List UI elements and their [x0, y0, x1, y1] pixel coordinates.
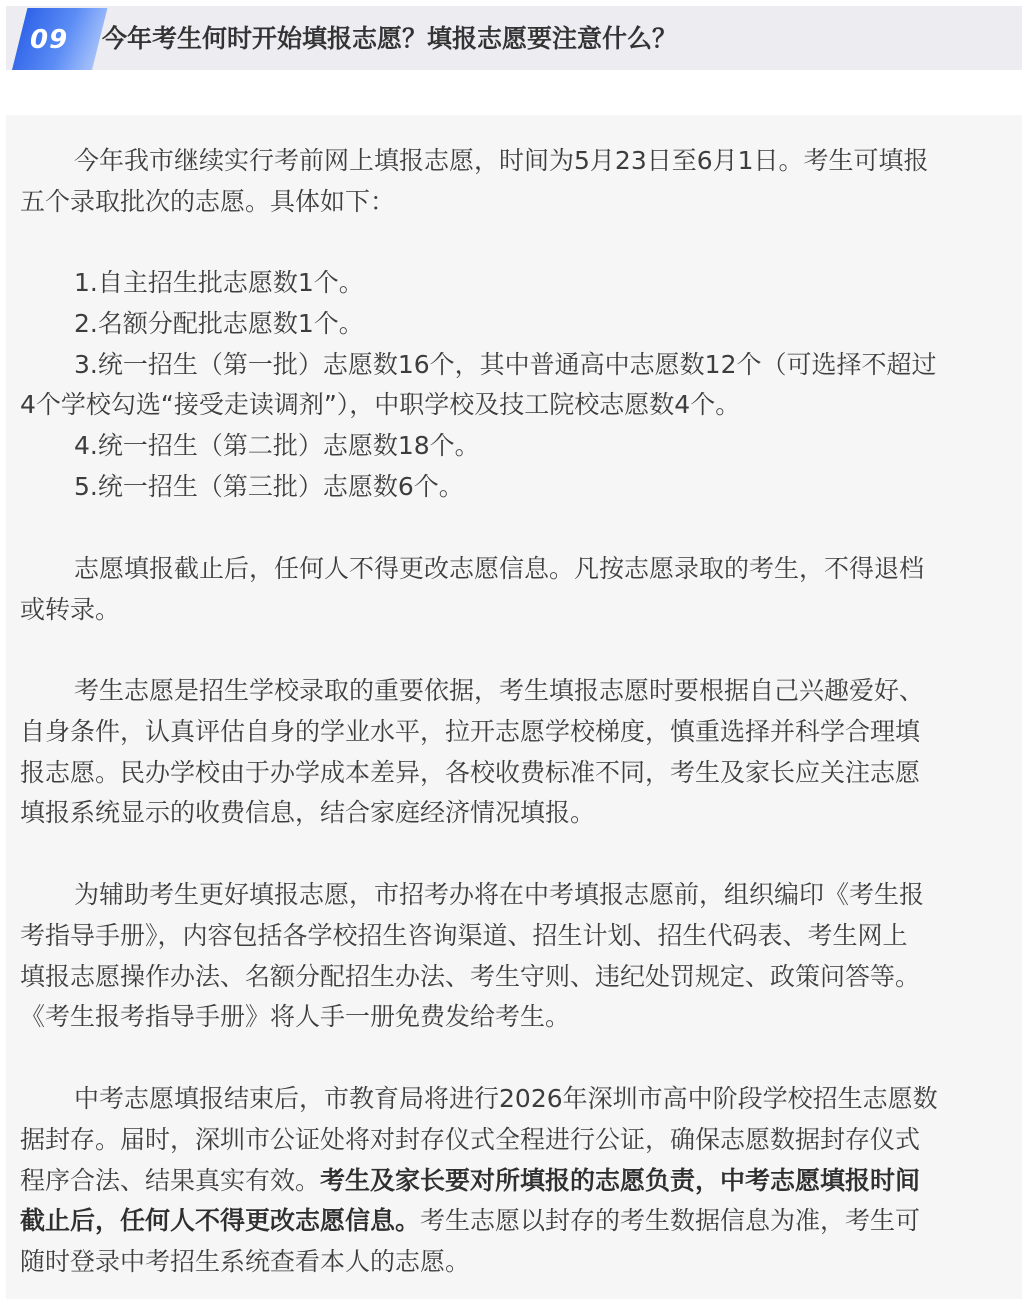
plain-text: 程序合法、结果真实有效。 — [20, 1165, 321, 1195]
section-number: 09 — [30, 25, 69, 55]
emphasis-text: 截止后，任何人不得更改志愿信息。 — [20, 1206, 421, 1236]
paragraph-line: 今年我市继续实行考前网上填报志愿，时间为5月23日至6月1日。考生可填报 — [74, 146, 929, 175]
paragraph-line: 随时登录中考招生系统查看本人的志愿。 — [20, 1247, 471, 1277]
paragraph-line: 自身条件，认真评估自身的学业水平，拉开志愿学校梯度，慎重选择并科学合理填 — [20, 716, 921, 746]
paragraph-line — [20, 1201, 1010, 1242]
list-item: 5.统一招生（第三批）志愿数6个。 — [74, 471, 464, 501]
volunteer-batch-list — [20, 263, 1010, 508]
list-item: 2.名额分配批志愿数1个。 — [74, 308, 364, 338]
paragraph-line: 志愿填报截止后，任何人不得更改志愿信息。凡按志愿录取的考生，不得退档 — [74, 554, 925, 583]
paragraph-line: 据封存。届时，深圳市公证处将对封存仪式全程进行公证，确保志愿数据封存仪式 — [20, 1124, 921, 1154]
paragraph-line: 填报志愿操作办法、名额分配招生办法、考生守则、违纪处罚规定、政策问答等。 — [20, 961, 921, 991]
paragraph-line: 报志愿。民办学校由于办学成本差异，各校收费标准不同，考生及家长应关注志愿 — [20, 757, 921, 787]
paragraph-line: 考指导手册》，内容包括各学校招生咨询渠道、招生计划、招生代码表、考生网上 — [20, 920, 908, 950]
paragraph-guide-handbook — [20, 875, 1010, 1038]
list-item: 3.统一招生（第一批）志愿数16个，其中普通高中志愿数12个（可选择不超过 — [74, 349, 937, 379]
emphasis-text: 考生及家长要对所填报的志愿负责，中考志愿填报时间 — [320, 1165, 921, 1195]
paragraph-no-change-rule — [20, 549, 1010, 631]
paragraph-line: 为辅助考生更好填报志愿，市招考办将在中考填报志愿前，组织编印《考生报 — [74, 880, 925, 909]
list-item-continuation: 4个学校勾选“接受走读调剂”），中职学校及技工院校志愿数4个。 — [20, 390, 741, 420]
paragraph-registration-time — [20, 141, 1010, 223]
paragraph-line: 《考生报考指导手册》将人手一册免费发给考生。 — [20, 1002, 571, 1032]
plain-text: 考生志愿以封存的考生数据信息为准，考生可 — [420, 1206, 921, 1236]
paragraph-line: 中考志愿填报结束后，市教育局将进行2026年深圳市高中阶段学校招生志愿数 — [74, 1084, 938, 1113]
paragraph-volunteer-importance — [20, 671, 1010, 834]
paragraph-line: 或转录。 — [20, 594, 121, 624]
section-title: 今年考生何时开始填报志愿？填报志愿要注意什么？ — [102, 24, 678, 53]
paragraph-line: 考生志愿是招生学校录取的重要依据，考生填报志愿时要根据自己兴趣爱好、 — [74, 676, 925, 705]
list-item: 4.统一招生（第二批）志愿数18个。 — [74, 431, 480, 461]
paragraph-line: 填报系统显示的收费信息，结合家庭经济情况填报。 — [20, 798, 596, 828]
paragraph-line: 五个录取批次的志愿。具体如下： — [20, 186, 396, 216]
list-item: 1.自主招生批志愿数1个。 — [74, 268, 364, 297]
paragraph-data-sealing — [20, 1079, 1010, 1283]
paragraph-line — [20, 1161, 1010, 1202]
